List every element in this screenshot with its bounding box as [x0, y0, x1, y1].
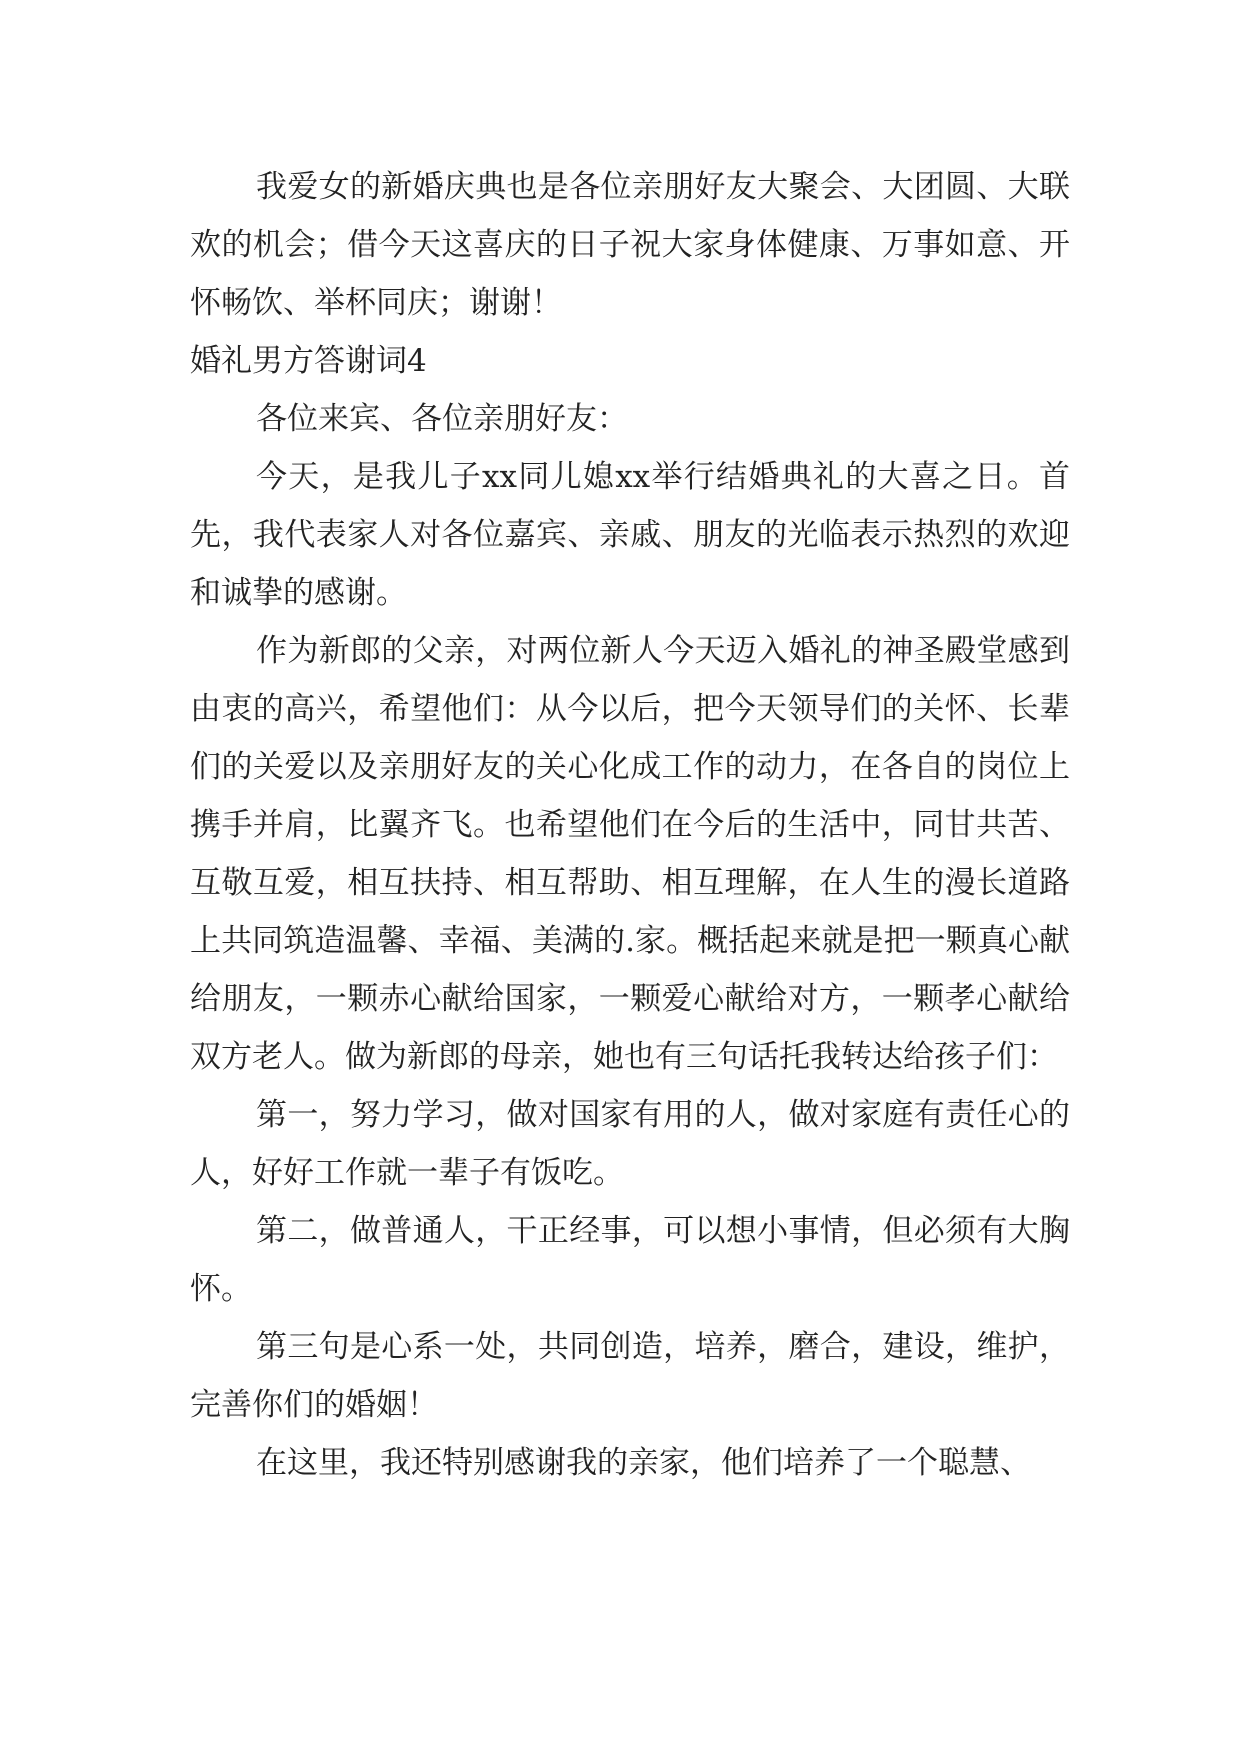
paragraph-closing-remarks: 我爱女的新婚庆典也是各位亲朋好友大聚会、大团圆、大联欢的机会；借今天这喜庆的日子祝大家身体健康、万事如意、开怀畅饮、举杯同庆；谢谢！	[190, 169, 1070, 321]
paragraph-intro: 今天，是我儿子xx同儿媳xx举行结婚典礼的大喜之日。首先，我代表家人对各位嘉宾、亲戚、朋友的光临表示热烈的欢迎和诚挚的感谢。	[190, 459, 1070, 611]
paragraph-greeting: 各位来宾、各位亲朋好友：	[256, 401, 628, 437]
document-body	[190, 158, 1070, 1492]
paragraph-father-wishes: 作为新郎的父亲，对两位新人今天迈入婚礼的神圣殿堂感到由衷的高兴，希望他们：从今以后，把今天领导们的关怀、长辈们的关爱以及亲朋好友的关心化成工作的动力，在各自的岗位上携手并肩，比翼齐飞。也希望他们在今后的生活中，同甘共苦、互敬互爱，相互扶持、相互帮助、相互理解，在人生的漫长道路上共同筑造温馨、幸福、美满的.家。概括起来就是把一颗真心献给朋友，一颗赤心献给国家，一颗爱心献给对方，一颗孝心献给双方老人。做为新郎的母亲，她也有三句话托我转达给孩子们：	[190, 633, 1070, 1075]
paragraph-thanks-in-laws: 在这里，我还特别感谢我的亲家，他们培养了一个聪慧、	[256, 1445, 1031, 1481]
paragraph-third-point: 第三句是心系一处，共同创造，培养，磨合，建设，维护，完善你们的婚姻！	[190, 1329, 1070, 1423]
paragraph-second-point: 第二，做普通人，干正经事，可以想小事情，但必须有大胸怀。	[190, 1213, 1070, 1307]
paragraph-first-point: 第一，努力学习，做对国家有用的人，做对家庭有责任心的人，好好工作就一辈子有饭吃。	[190, 1097, 1070, 1191]
section-title: 婚礼男方答谢词4	[190, 343, 427, 379]
